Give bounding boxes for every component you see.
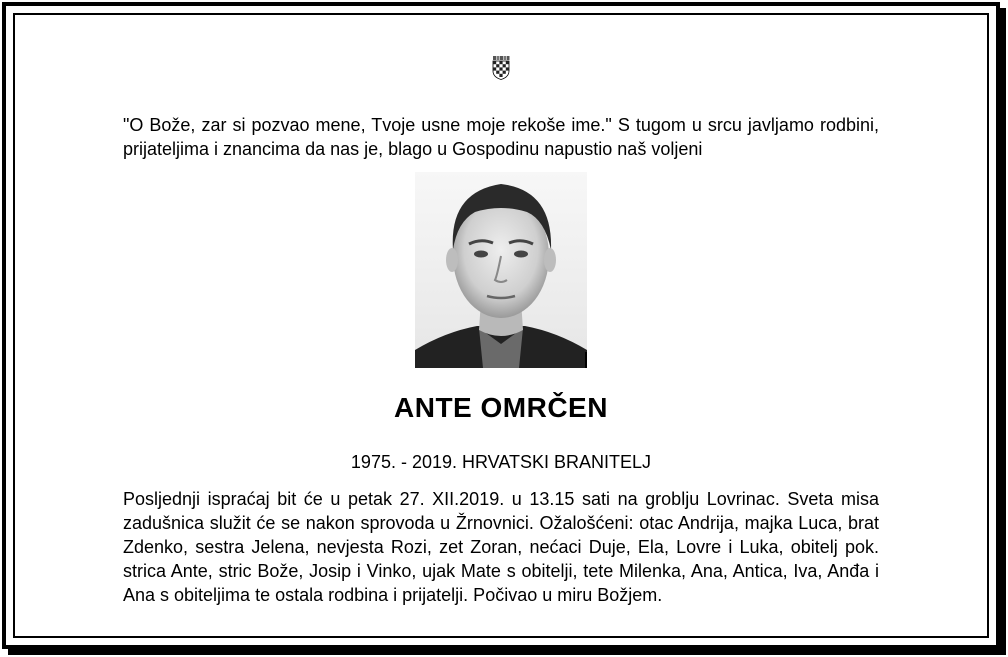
portrait-photo	[415, 172, 587, 368]
croatian-coat-of-arms-icon	[492, 56, 510, 80]
funeral-details-text: Posljednji ispraćaj bit će u petak 27. XII.2019. u 13.15 sati na groblju Lovrinac. Sveta misa zadušnica služit će se nakon sprovoda u Žrnovnici. Ožalošćeni: otac Andrija, majka Luca, brat Zdenko, sestra Jelena, nevjesta Rozi, zet Zoran, nećaci Duje, Ela, Lovre i Luka, obitelj pok. strica Ante, stric Bože, Josip i Vinko, ujak Mate s obitelji, tete Milenka, Ana, Antica, Iva, Anđa i Ana s obiteljima te ostala rodbina i prijatelji. Počivao u miru Božjem.	[123, 489, 879, 605]
life-dates: 1975. - 2019. HRVATSKI BRANITELJ	[350, 452, 652, 472]
intro-text: "O Bože, zar si pozvao mene, Tvoje usne moje rekoše ime." S tugom u srcu javljamo rodbini, prijateljima i znancima da nas je, blago u Gospodinu napustio naš voljeni	[123, 115, 879, 159]
deceased-name: ANTE OMRČEN	[394, 392, 608, 423]
